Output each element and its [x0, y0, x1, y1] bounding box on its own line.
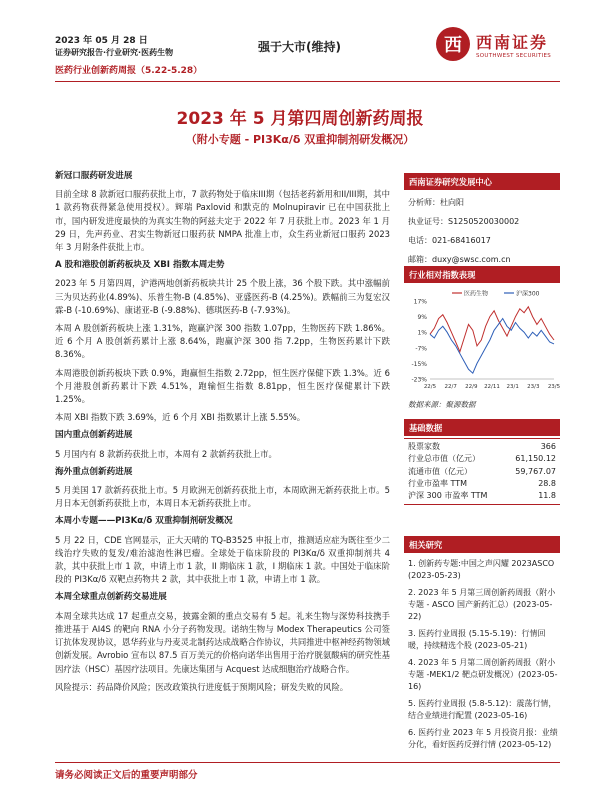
logo-en: SOUTHWEST SECURITIES: [476, 52, 552, 59]
related-item[interactable]: 6. 医药行业 2023 年 5 月投资月报：业绩分化，看好医药反弹行情 (2023-05-12): [408, 728, 558, 749]
report-title: 2023 年 5 月第四周创新药周报: [176, 109, 424, 129]
legend-label: 医药生物: [464, 290, 489, 298]
x-tick-label: 23/5: [547, 384, 560, 390]
section-heading: 海外重点创新药进展: [55, 466, 133, 477]
paragraph: 本周 A 股创新药板块上涨 1.31%，跑赢沪深 300 指数 1.07pp，生物医药下跌 1.86%。近 6 个月 A 股创新药累计上涨 8.64%，跑赢沪深 300 指 7.2pp，生物医药累计下跌 8.36%。: [55, 323, 390, 360]
paragraph: 5 月国内有 8 款新药获批上市，本周有 2 款新药获批上市。: [55, 448, 277, 459]
rule: [404, 504, 560, 505]
y-tick-label: -23%: [411, 376, 427, 384]
keydata-row: 股票家数 366: [408, 442, 556, 451]
related-heading: 相关研究: [404, 536, 560, 553]
footer-rule: [55, 762, 560, 763]
x-tick-label: 22/11: [484, 384, 500, 390]
industry-rating: 强于大市(维持): [258, 40, 341, 54]
section-heading: 国内重点创新药进展: [55, 430, 133, 441]
legend-label: 沪深300: [516, 290, 540, 298]
risk-warning: 风险提示：药品降价风险；医改政策执行进度低于预期风险；研发失败的风险。: [55, 681, 349, 692]
logo-mark: 西: [436, 27, 470, 61]
chart-box: [404, 266, 560, 410]
y-tick-label: 1%: [417, 329, 427, 337]
analyst-email[interactable]: 邮箱：duxy@swsc.com.cn: [408, 255, 511, 264]
paragraph: 5 月美国 17 款新药获批上市。5 月欧洲无创新药获批上市，本周欧洲无新药获批上市。5 月日本无创新药获批上市，本周日本无新药获批上市。: [55, 485, 390, 509]
header-rule: [55, 81, 560, 82]
analyst-heading: 西南证券研究发展中心: [404, 173, 560, 190]
y-tick-label: 17%: [413, 298, 427, 306]
keydata-row: 行业总市值（亿元） 61,150.12: [408, 454, 556, 464]
x-tick-label: 22/5: [423, 384, 437, 390]
section-heading: 新冠口服药研发进展: [55, 171, 133, 181]
related-item[interactable]: 3. 医药行业周报 (5.15-5.19)：行情回暖，持续精选个股 (2023-05-21): [408, 629, 546, 650]
report-date: 2023 年 05 月 28 日: [55, 36, 148, 46]
chart-source: 数据来源：聚源数据: [408, 400, 476, 409]
report-type: 证券研究报告·行业研究·医药生物: [55, 48, 174, 57]
analyst-box: [404, 173, 560, 266]
x-tick-label: 23/1: [506, 384, 519, 390]
x-tick-label: 22/9: [465, 384, 478, 390]
paragraph: 2023 年 5 月第四周，沪港两地创新药板块共计 25 个股上涨，36 个股下跌。其中涨幅前三为贝达药业(4.89%)、乐普生物-B (4.85%)、亚盛医药-B (4.25%)。跌幅前三为复宏汉霖-B (-10.69%)、康诺亚-B (-9.88%)、德琪医药-B (-7.93%)。: [55, 278, 390, 315]
section-heading: 本周小专题——PI3Kα/δ 双重抑制剂研发概况: [55, 516, 233, 527]
analyst-phone: 电话：021-68416017: [408, 236, 491, 245]
keydata-row: 沪深 300 市盈率 TTM 11.8: [408, 491, 556, 501]
paragraph: 本周港股创新药板块下跌 0.9%，跑赢恒生指数 2.72pp，恒生医疗保健下跌 1.3%。近 6 个月港股创新药累计下跌 4.51%，跑输恒生指数 8.81pp，恒生医疗保健累计下跌 1.25%。: [55, 367, 390, 405]
y-tick-label: -15%: [411, 360, 427, 368]
x-tick-label: 22/7: [444, 384, 457, 390]
paragraph: 目前全球 8 款新冠口服药获批上市，7 款药物处于临床III期（包括老药新用和II/III期，其中 1 款药物获得紧急使用授权）。辉瑞 Paxlovid 和默克的 Molnupiravir 已在中国获批上市，国内研发进度最快的为真实生物的阿兹夫定于 2022 年 7 月获批上市。2023 年 1 月 29 日，先声药业、君实生物新冠口服药获 NMPA 批准上市，众生药业新冠口服药 2023 年 3 月附条件获批上市。: [55, 189, 390, 253]
y-tick-label: -7%: [415, 345, 427, 353]
keydata-heading: 基础数据: [404, 419, 560, 436]
report-series: 医药行业创新药周报（5.22-5.28）: [55, 66, 203, 76]
relative-performance-chart: [404, 287, 560, 397]
rule: [404, 438, 560, 439]
report-subtitle: （附小专题 - PI3Kα/δ 双重抑制剂研发概况）: [185, 133, 415, 146]
related-item[interactable]: 1. 创新药专题:中国之声闪耀 2023ASCO (2023-05-23): [408, 559, 555, 580]
x-tick-label: 23/3: [527, 384, 540, 390]
main-content: [55, 170, 390, 699]
section-heading: A 股和港股创新药板块及 XBI 指数本周走势: [55, 260, 225, 271]
y-tick-label: 9%: [417, 314, 427, 322]
logo-cn: 西南证券: [476, 32, 549, 52]
related-item[interactable]: 4. 2023 年 5 月第二周创新药周报（附小专题 -MEK1/2 靶点研发概况）(2023-05-16): [408, 658, 558, 691]
chart-heading: 行业相对指数表现: [404, 266, 560, 283]
company-logo: [436, 24, 560, 64]
keydata-row: 流通市值（亿元） 59,767.07: [408, 466, 556, 476]
paragraph: 5 月 22 日，CDE 官网显示，正大天晴的 TQ-B3525 申报上市，推测适应症为既往至少二线治疗失败的复发/难治滤泡性淋巴瘤。全球处于临床阶段的 PI3Kα/δ 双重抑制剂共 4 款，其中获批上市 1 款，申请上市 1 款，II 期临床 1 款，I 期临床 1 款。中国处于临床阶段的 PI3Kα/δ 双靶点药物共 2 款，其中获批上市 1 款，申请上市 1 款。: [55, 534, 390, 585]
keydata-box: [404, 419, 560, 507]
paragraph: 本周 XBI 指数下跌 3.69%，近 6 个月 XBI 指数累计上涨 5.55%。: [55, 412, 306, 423]
analyst-name: 分析师：杜向阳: [408, 198, 464, 207]
analyst-cert: 执业证号：S1250520030002: [408, 217, 520, 226]
related-research-box: [404, 536, 560, 751]
paragraph: 本周全球共达成 17 起重点交易，披露金额的重点交易有 5 起。礼来生物与深势科技携手推进基于 AI4S 的靶向 RNA 小分子药物发现。诺纳生物与 Modex Therapeutics 公司签订抗体发现协议，恩华药业与丹麦灵北制药达成战略合作协议，共同推进中枢神经药物领域创新发展。Avrobio 宣布以 87.5 百万美元的价格向诺华出售用于治疗胱氨酸病的研究性基因疗法（HSC）基因疗法项目。先康达集团与 Acquest 达成细胞治疗战略合作。: [55, 610, 390, 674]
related-item[interactable]: 2. 2023 年 5 月第三周创新药周报（附小专题 - ASCO 国产新药汇总）(2023-05-22): [408, 588, 556, 621]
footer-notice: 请务必阅读正文后的重要声明部分: [55, 770, 198, 781]
keydata-row: 行业市盈率 TTM 28.8: [408, 478, 556, 488]
series-line: [430, 307, 554, 352]
section-heading: 本周全球重点创新药交易进展: [55, 592, 167, 603]
related-item[interactable]: 5. 医药行业周报 (5.8-5.12)：震荡行情，结合业绩进行配置 (2023-05-16): [408, 699, 557, 720]
